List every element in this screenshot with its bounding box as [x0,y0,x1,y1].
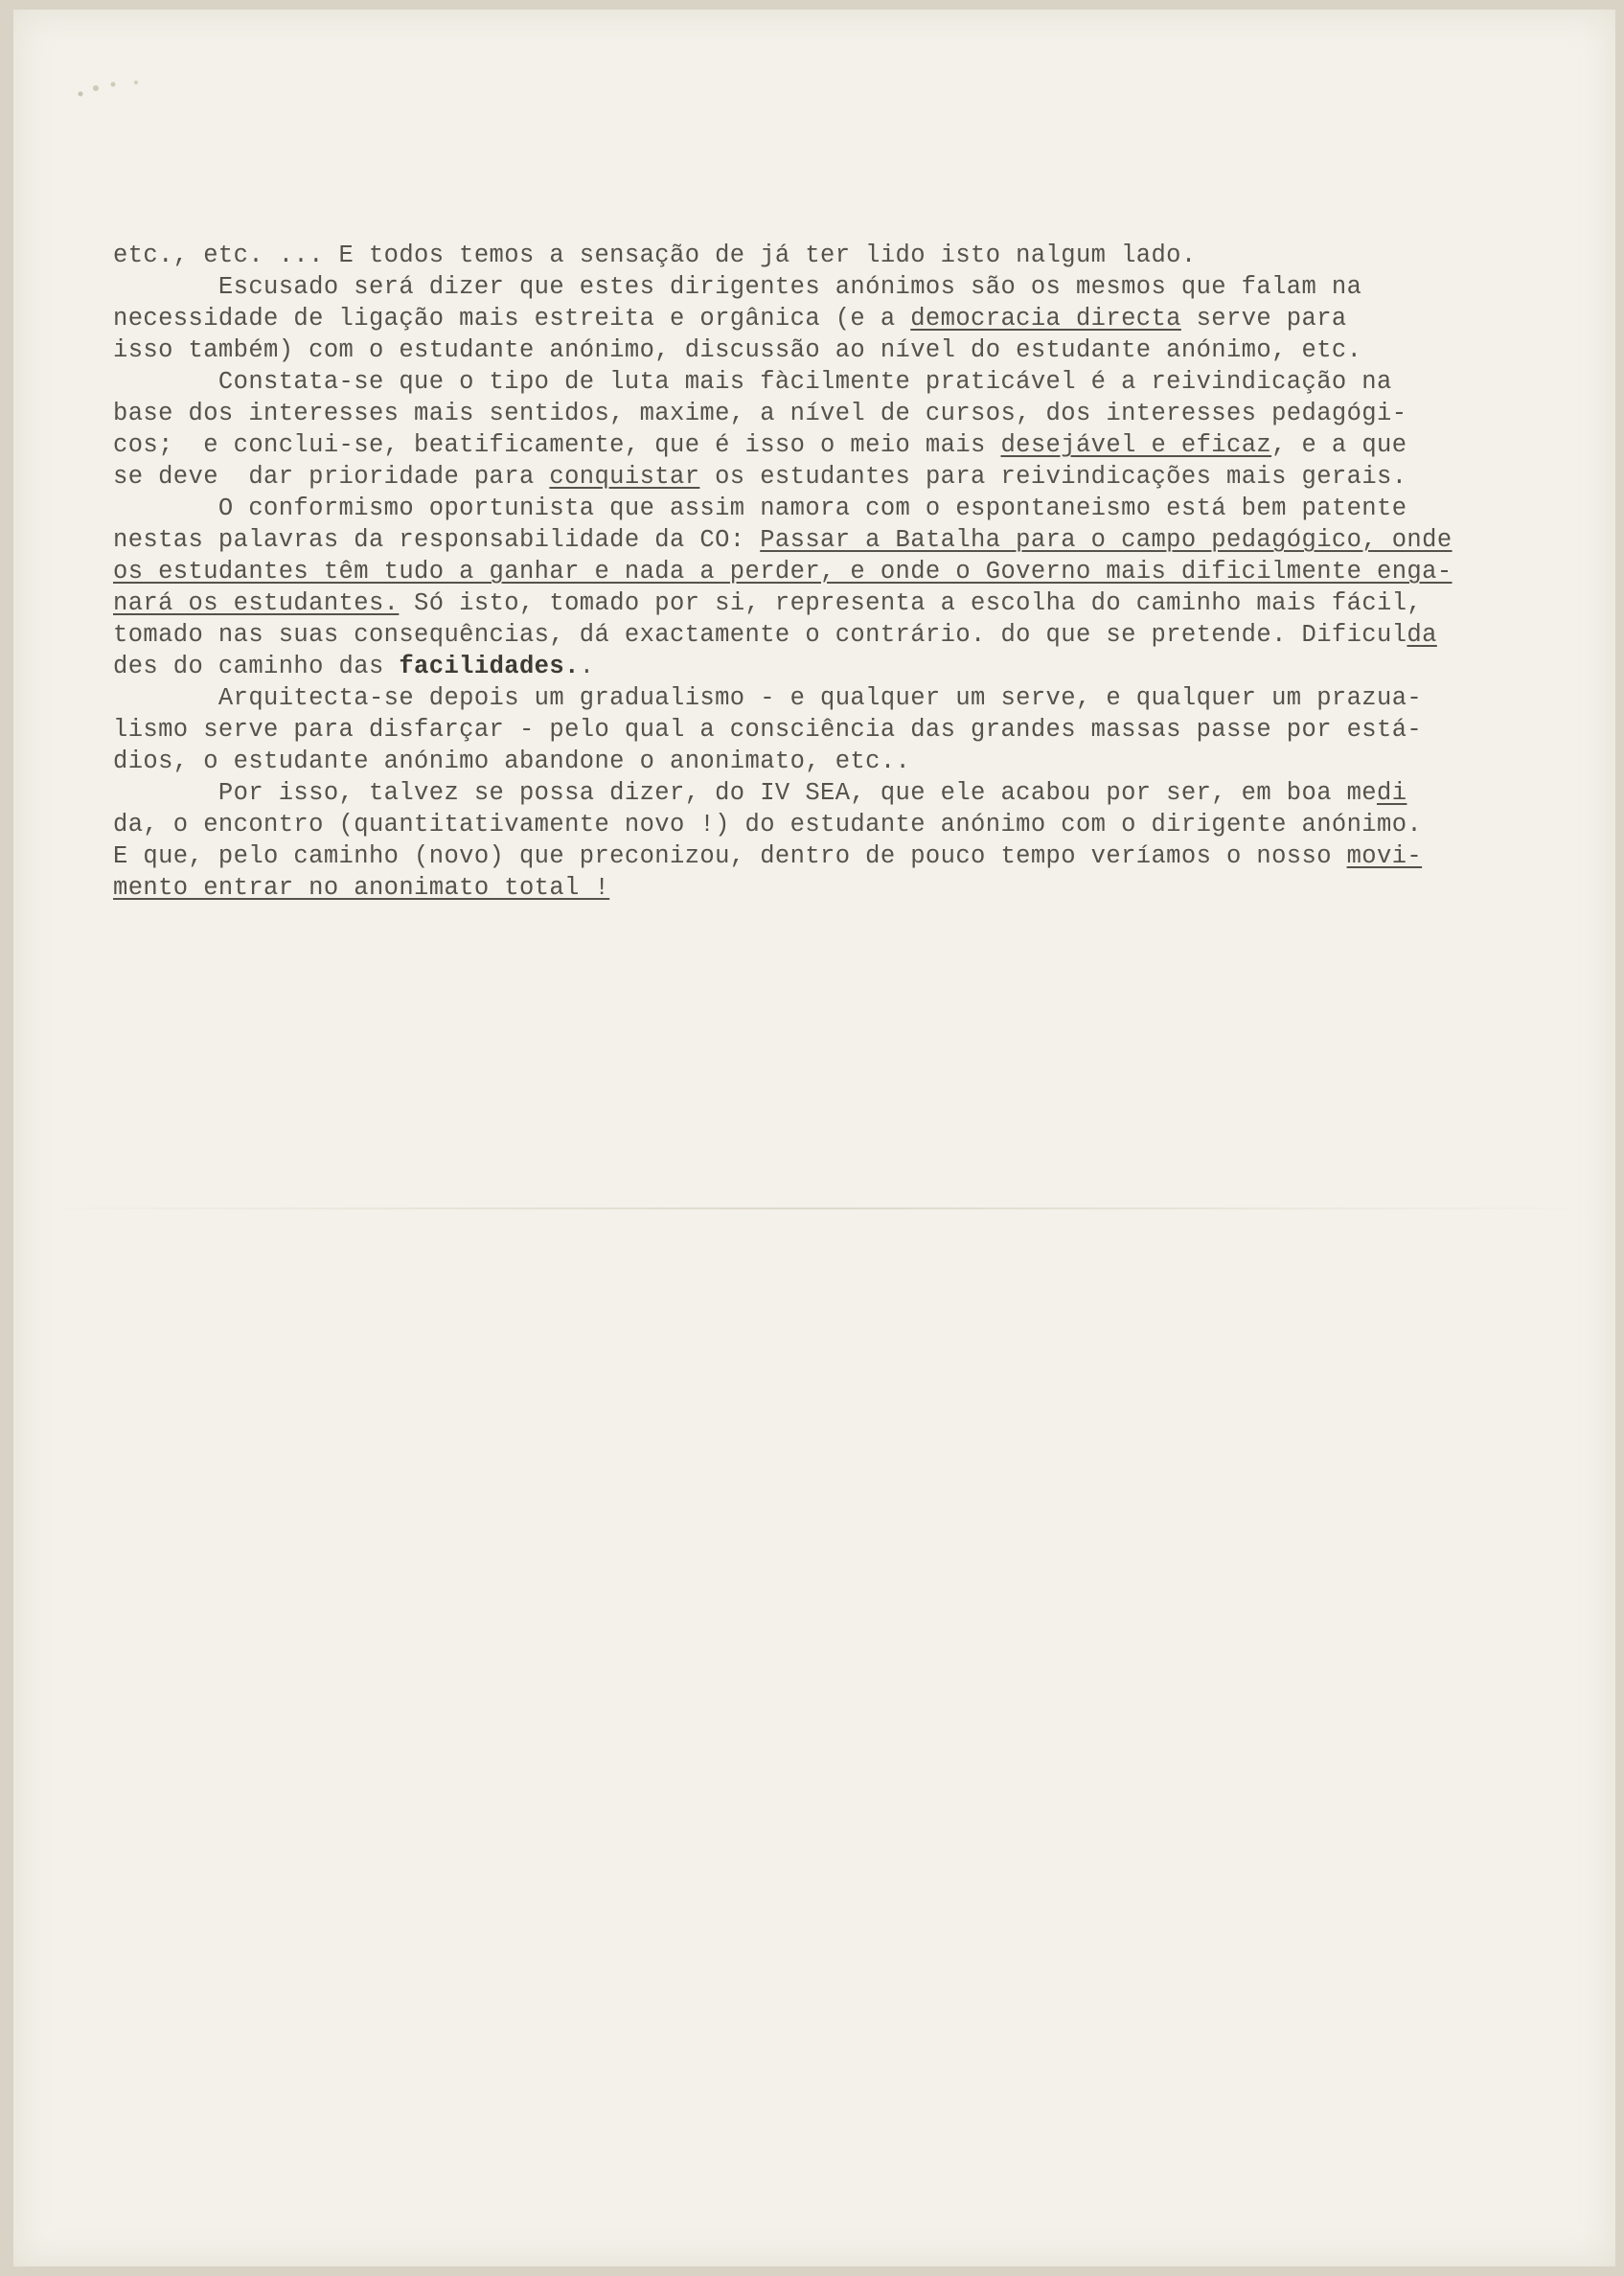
text-line [113,777,1550,809]
text-line [113,651,1550,682]
text-line [113,366,1550,398]
text-segment: nestas palavras da responsabilidade da CO: [113,526,761,554]
text-segment: Escusado será dizer que estes dirigentes anónimos são os mesmos que falam na [113,273,1362,301]
text-line [113,240,1550,271]
underlined-text: Passar a Batalha para o campo pedagógico, onde [760,526,1452,554]
text-line [113,587,1550,619]
text-segment: os estudantes para reivindicações mais gerais. [699,463,1407,491]
text-line [113,398,1550,429]
text-segment: des do caminho das [113,653,400,680]
text-segment: lismo serve para disfarçar - pelo qual a consciência das grandes massas passe por está- [113,716,1423,744]
text-line [113,682,1550,714]
text-segment: facilidades. [399,653,580,680]
underlined-text: movi- [1346,842,1423,870]
text-line [113,809,1550,840]
typed-text-body [113,240,1550,904]
text-line [113,461,1550,493]
underlined-text: nará os estudantes. [113,589,400,617]
text-segment: . [579,653,595,680]
text-line [113,271,1550,303]
text-segment: serve para [1180,305,1347,333]
text-line [113,746,1550,777]
text-line [113,524,1550,556]
text-line [113,334,1550,366]
text-line [113,714,1550,746]
text-segment: necessidade de ligação mais estreita e orgânica (e a [113,305,911,333]
text-segment: Arquitecta-se depois um gradualismo - e qualquer um serve, e qualquer um prazua- [113,684,1423,712]
text-line [113,493,1550,524]
text-segment: se deve dar prioridade para [113,463,550,491]
text-segment: Só isto, tomado por si, representa a escolha do caminho mais fácil, [399,589,1423,617]
underlined-text: os estudantes têm tudo a ganhar e nada a perder, e onde o Governo mais dificilmente enga- [113,558,1452,586]
underlined-text: desejável e eficaz [1000,431,1272,459]
text-line [113,429,1550,461]
text-segment: , e a que [1271,431,1407,459]
text-segment: E que, pelo caminho (novo) que preconizou, dentro de pouco tempo veríamos o nosso [113,842,1347,870]
text-segment: base dos interesses mais sentidos, maxime, a nível de cursos, dos interesses pedagógi- [113,400,1407,427]
text-segment: Por isso, talvez se possa dizer, do IV SEA, que ele acabou por ser, em boa me [113,779,1378,807]
document-page [13,10,1615,2266]
underlined-text: conquistar [549,463,700,491]
underlined-text: da [1407,621,1437,649]
text-segment: tomado nas suas consequências, dá exactamente o contrário. do que se pretende. Dificul [113,621,1407,649]
text-segment: isso também) com o estudante anónimo, discussão ao nível do estudante anónimo, etc. [113,336,1362,364]
text-segment: da, o encontro (quantitativamente novo !) do estudante anónimo com o dirigente anónimo. [113,811,1423,839]
text-segment: cos; e conclui-se, beatificamente, que é isso o meio mais [113,431,1001,459]
text-segment: dios, o estudante anónimo abandone o anonimato, etc.. [113,747,911,775]
text-line [113,303,1550,334]
underlined-text: mento entrar no anonimato total ! [113,874,610,902]
text-segment: O conformismo oportunista que assim namora com o espontaneismo está bem patente [113,494,1407,522]
text-line [113,556,1550,587]
text-line [113,619,1550,651]
paper-speck-marks [71,65,186,103]
text-line [113,840,1550,872]
text-segment: Constata-se que o tipo de luta mais fàcilmente praticável é a reivindicação na [113,368,1392,396]
text-line [113,872,1550,904]
underlined-text: di [1377,779,1407,807]
underlined-text: democracia directa [910,305,1181,333]
text-segment: etc., etc. ... E todos temos a sensação de já ter lido isto nalgum lado. [113,241,1197,269]
paper-fold [13,1207,1615,1209]
